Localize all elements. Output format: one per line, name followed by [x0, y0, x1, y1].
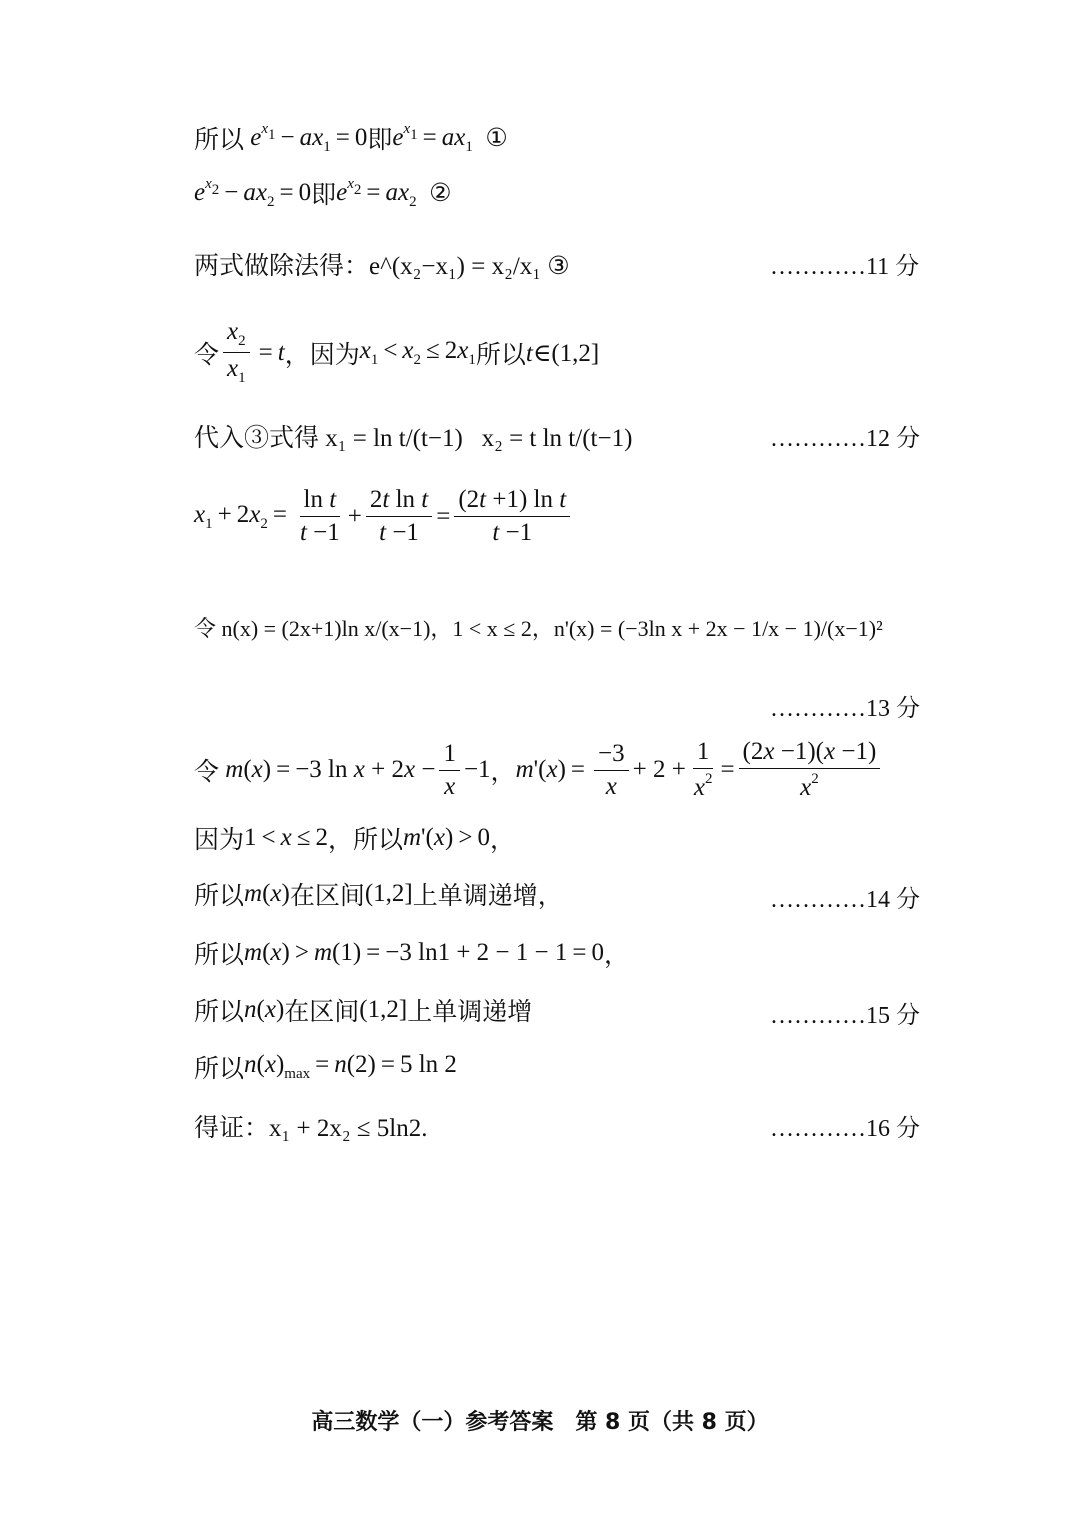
fraction: $\frac{\text{ln t}}{t -1}$: [299, 486, 340, 546]
math: m(x) = −3 ln x + 2x −: [225, 756, 436, 783]
text: 所以: [194, 999, 245, 1026]
score-13: …………13 分: [770, 696, 920, 722]
math: (1,2]: [359, 996, 408, 1023]
fraction: $\frac{x_2}{x_1}$: [223, 318, 250, 387]
math: −1: [463, 756, 491, 783]
line-15: 得证：x₁ + 2x₂ ≤ 5ln2.: [194, 1115, 428, 1142]
text: ，: [490, 759, 516, 786]
score-15: …………15 分: [770, 1003, 920, 1029]
page-footer: 高三数学（一）参考答案 第 8 页（共 8 页）: [311, 1410, 769, 1435]
text: 所以: [194, 1056, 245, 1083]
text: 在区间: [289, 883, 365, 910]
text: 所以: [194, 942, 245, 969]
math: m'(x) =: [515, 756, 586, 783]
score-14: …………14 分: [770, 887, 920, 913]
line-12: [194, 935, 629, 971]
math: $x_1 + 2x_2$ =: [194, 500, 287, 532]
text: ，: [489, 827, 515, 854]
fraction: $\frac{(2x -1)(x -1)}{x^2}$: [739, 738, 881, 802]
text: ，所以: [327, 827, 403, 854]
text: 令: [194, 759, 220, 786]
math: n(x): [244, 996, 285, 1023]
math: $e^{x_1} - ax_1 = 0$: [250, 120, 368, 155]
text: 上单调递增: [412, 883, 538, 910]
line-13: [194, 992, 532, 1028]
circled-2: ②: [429, 180, 452, 207]
line-3: 两式做除法得：e^(x₂−x₁) = x₂/x₁ ③: [194, 253, 570, 280]
line-6: $x_1 + 2x_2$ = $\frac{\text{ln t}}{t -1}$ + $\frac{\text{2t ln t}}{t -1}$ = $\frac{\text{(2t +1) ln t}}{t -1}$: [194, 486, 574, 547]
line-11: [194, 876, 563, 912]
math: $n(x)_{max} = n(2) = 5$ ln 2: [244, 1051, 457, 1082]
math: 1 < x ≤ 2: [244, 824, 328, 851]
text: 所以: [194, 127, 245, 154]
score-16: …………16 分: [770, 1116, 920, 1142]
math: $x_1 < x_2 \le 2x_1$: [359, 336, 476, 368]
score-12: …………12 分: [770, 426, 920, 452]
score-11: …………11 分: [770, 254, 920, 280]
math: $e^{x_2} - ax_2 = 0$: [194, 175, 312, 210]
math: m(x): [244, 880, 290, 907]
math: m'(x) > 0: [402, 824, 490, 851]
math: $e^{x_1} = ax_1$: [392, 120, 473, 155]
fraction: $\frac{1}{x^2}$: [693, 738, 713, 801]
max-subscript: max: [284, 1066, 311, 1082]
math: t∈(1,2]: [525, 339, 600, 367]
text: 即: [367, 127, 393, 154]
math: $e^{x_2} = ax_2$: [336, 175, 417, 210]
text: 即: [311, 182, 337, 209]
line-5: 代入③式得 x₁ = ln t/(t−1) x₂ = t ln t/(t−1): [194, 425, 633, 452]
math: m(x) > m(1) = −3 ln1 + 2 − 1 − 1 = 0: [244, 939, 604, 966]
line-4: [194, 318, 599, 387]
line-14: [194, 1049, 457, 1085]
text: 所以: [475, 341, 526, 369]
line-7: 令 n(x) = (2x+1)ln x/(x−1)，1 < x ≤ 2，n'(x) = (−3ln x + 2x − 1/x − 1)/(x−1)²: [194, 616, 883, 641]
circled-1: ①: [485, 125, 508, 152]
text: 在区间: [284, 999, 360, 1026]
text: 上单调递增: [407, 999, 533, 1026]
line-2: [194, 175, 452, 211]
fraction: $\frac{\text{2t ln t}}{t -1}$: [366, 486, 432, 547]
line-1: [194, 120, 508, 156]
text: 因为: [194, 827, 245, 854]
text: ，: [537, 883, 563, 910]
fraction: $\frac{-3}{x}$: [594, 740, 629, 801]
text: ，因为: [284, 341, 360, 369]
text: 令: [194, 341, 220, 369]
line-10: [194, 820, 515, 856]
line-9: 令 m(x) = −3 ln x + 2x − $\frac{1}{x}$ −1 ， m'(x) = $\frac{-3}{x}$ + 2 + $\frac{1}{x^2}$ = $\frac{(2x -1)(x -1)}{x^2}$: [194, 738, 884, 802]
math: = t: [258, 338, 285, 366]
math: (1,2]: [364, 880, 413, 907]
text: ，: [603, 942, 629, 969]
fraction: $\frac{1}{x}$: [439, 740, 460, 801]
text: 所以: [194, 883, 245, 910]
fraction: $\frac{\text{(2t +1) ln t}}{t -1}$: [454, 486, 570, 547]
